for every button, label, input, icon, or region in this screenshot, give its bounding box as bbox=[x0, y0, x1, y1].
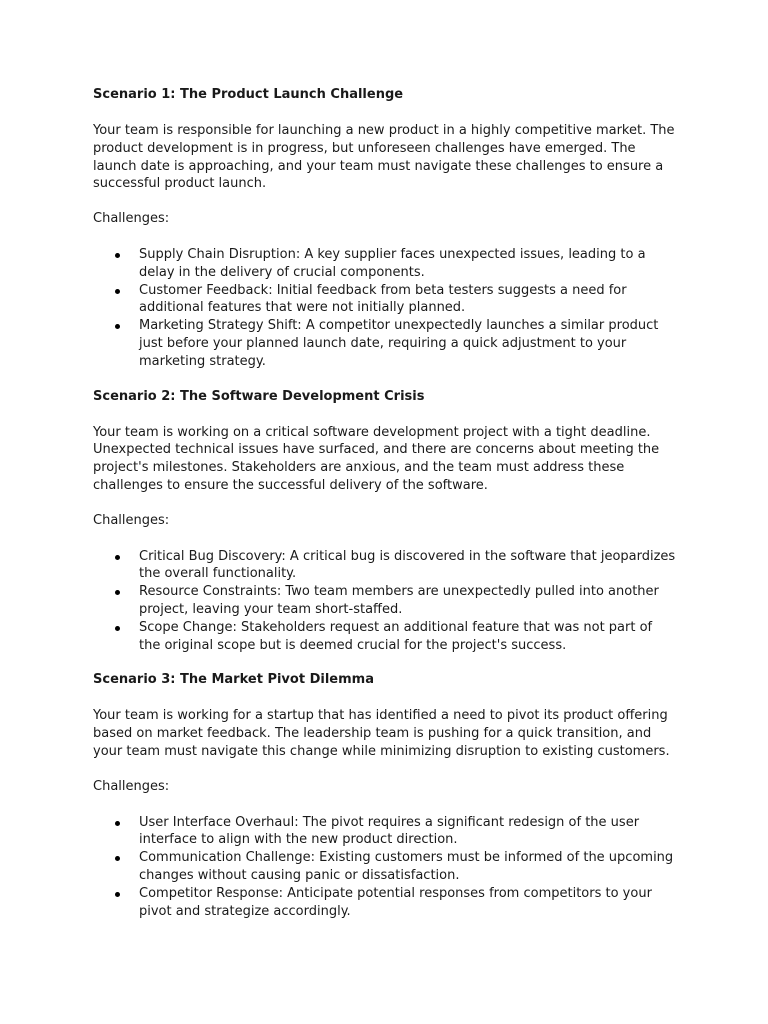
challenge-text: User Interface Overhaul: The pivot requires a significant redesign of the user interface to align with the new product direction. bbox=[139, 814, 640, 848]
scenario-description: Your team is working for a startup that has identified a need to pivot its product offering based on market feedback. The leadership team is pushing for a quick transition, and your team must navigate this change while minimizing disruption to existing customers. bbox=[93, 708, 670, 759]
challenge-text: Competitor Response: Anticipate potential responses from competitors to your pivot and strategize accordingly. bbox=[139, 885, 652, 919]
bullet-icon bbox=[115, 856, 120, 861]
challenges-label: Challenges: bbox=[93, 211, 170, 227]
list-item bbox=[93, 583, 676, 619]
list-item bbox=[93, 619, 676, 655]
scenario-title: Scenario 1: The Product Launch Challenge bbox=[93, 87, 404, 102]
bullet-icon bbox=[115, 626, 120, 631]
scenario-title: Scenario 3: The Market Pivot Dilemma bbox=[93, 672, 374, 688]
scenario-2 bbox=[93, 388, 676, 655]
list-item bbox=[93, 282, 676, 318]
challenge-text: Critical Bug Discovery: A critical bug is discovered in the software that jeopardizes the overall functionality. bbox=[139, 548, 676, 582]
challenges-list bbox=[93, 548, 676, 655]
challenge-text: Supply Chain Disruption: A key supplier faces unexpected issues, leading to a delay in the delivery of crucial components. bbox=[139, 246, 646, 280]
bullet-icon bbox=[115, 821, 120, 826]
list-item bbox=[93, 246, 676, 282]
bullet-icon bbox=[115, 253, 120, 258]
bullet-icon bbox=[115, 289, 120, 294]
list-item bbox=[93, 317, 676, 370]
bullet-icon bbox=[115, 324, 120, 329]
challenge-text: Marketing Strategy Shift: A competitor unexpectedly launches a similar product just before your planned launch date, requiring a quick adjustment to your marketing strategy. bbox=[139, 318, 659, 369]
bullet-icon bbox=[115, 590, 120, 595]
challenge-text: Communication Challenge: Existing customers must be informed of the upcoming changes without causing panic or dissatisfaction. bbox=[139, 850, 674, 883]
scenario-description: Your team is responsible for launching a new product in a highly competitive market. The product development is in progress, but unforeseen challenges have emerged. The launch date is approaching, and your team must navigate these challenges to ensure a successful product launch. bbox=[93, 123, 675, 192]
list-item bbox=[93, 814, 676, 850]
challenges-list bbox=[93, 814, 676, 921]
list-item bbox=[93, 849, 676, 885]
challenges-list bbox=[93, 246, 676, 371]
challenges-label: Challenges: bbox=[93, 778, 170, 794]
challenges-label: Challenges: bbox=[93, 512, 170, 528]
challenge-text: Resource Constraints: Two team members are unexpectedly pulled into another project, leaving your team short-staffed. bbox=[139, 584, 659, 617]
scenario-1 bbox=[93, 86, 676, 371]
list-item bbox=[93, 548, 676, 584]
scenario-title: Scenario 2: The Software Development Crisis bbox=[93, 388, 425, 404]
scenario-description: Your team is working on a critical software development project with a tight deadline. Unexpected technical issues have surfaced, and there are concerns about meeting the project's milestones. Stakeholders are anxious, and the team must address these challenges to ensure the successful delivery of the software. bbox=[93, 424, 660, 493]
bullet-icon bbox=[115, 555, 120, 560]
challenge-text: Scope Change: Stakeholders request an additional feature that was not part of the original scope but is deemed crucial for the project's success. bbox=[139, 619, 653, 653]
bullet-icon bbox=[115, 892, 120, 897]
list-item bbox=[93, 885, 676, 921]
scenario-3 bbox=[93, 671, 676, 920]
challenge-text: Customer Feedback: Initial feedback from beta testers suggests a need for additional features that were not initially planned. bbox=[139, 282, 627, 316]
